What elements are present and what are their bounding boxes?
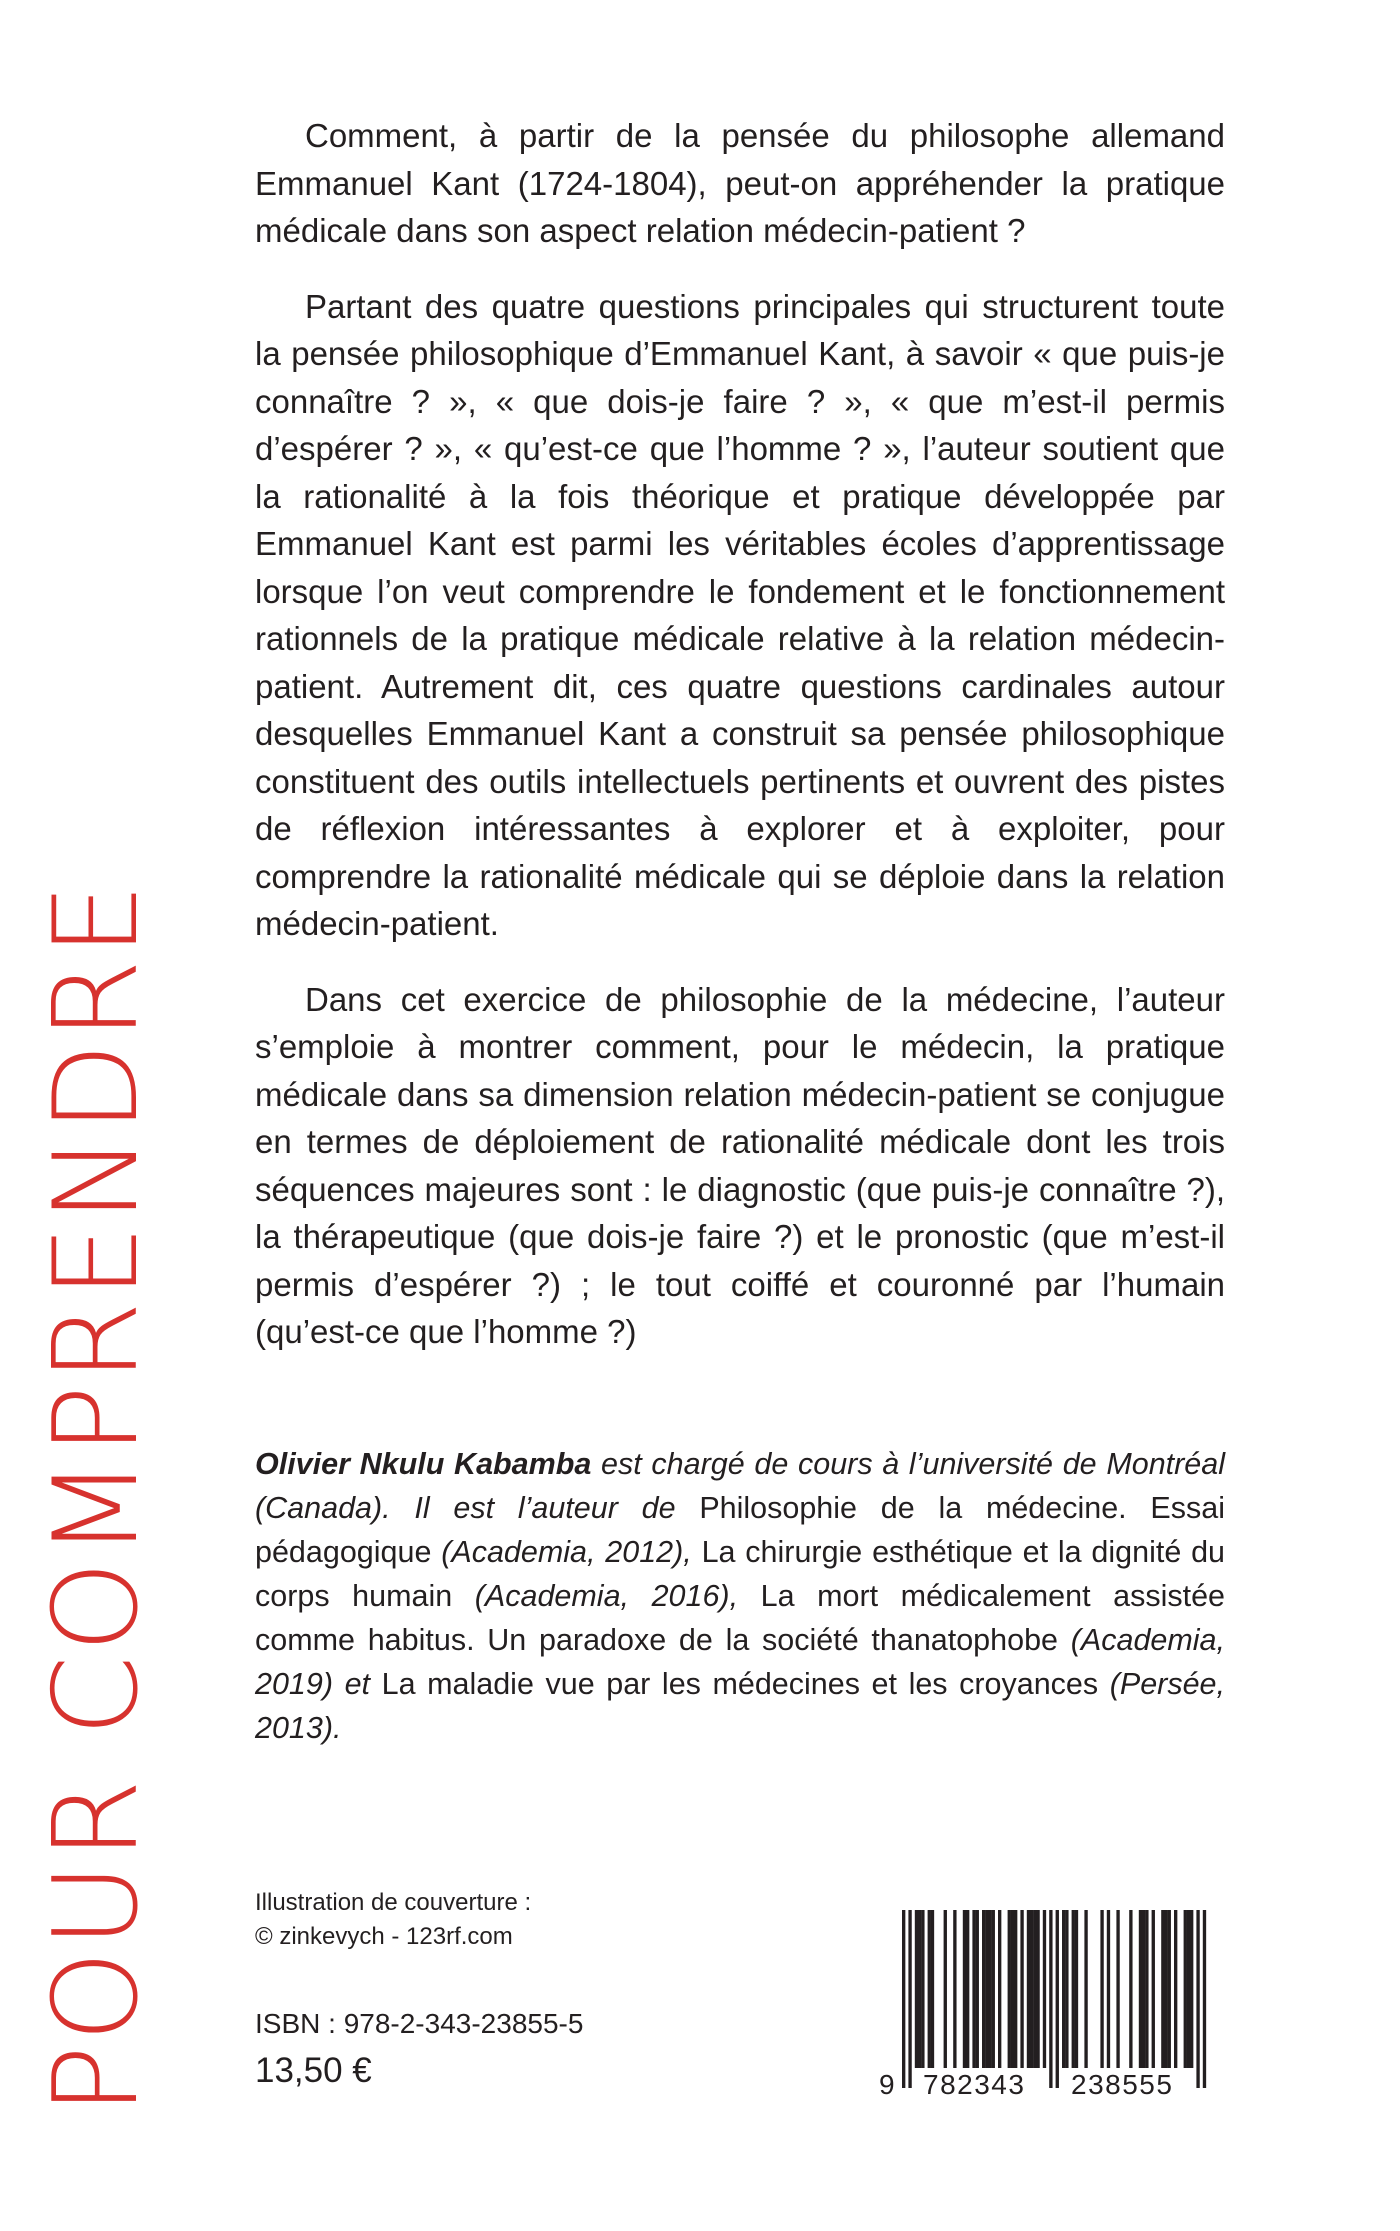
description-paragraph-1: Comment, à partir de la pensée du philosophe allemand Emmanuel Kant (1724-1804), peut-on appréhender la pratique médicale dans son aspect relation médecin-patient ? (255, 117, 1225, 249)
barcode-bar (1033, 1910, 1036, 2068)
book-title: Philosophie de la médecine. Essai pédagogique (255, 1490, 1225, 1569)
barcode-bar (966, 1910, 969, 2068)
bio-text: est chargé de cours à l’université de Montréal (Canada). Il est l’auteur de (255, 1446, 1225, 1525)
barcode-bar (1049, 1910, 1052, 2088)
barcode-bar (915, 1910, 918, 2068)
barcode-bar (1072, 1910, 1075, 2068)
barcode-bar (988, 1910, 991, 2068)
barcode-bar (1062, 1910, 1065, 2068)
barcode-bar (931, 1910, 934, 2068)
barcode-bar (982, 1910, 985, 2068)
barcode-bar (972, 1910, 975, 2068)
barcode-bar (921, 1910, 924, 2068)
back-cover-text (255, 112, 1225, 1750)
barcode-bar (1145, 1910, 1148, 2068)
barcode-bar (1196, 1910, 1199, 2088)
barcode-bar (1107, 1910, 1110, 2068)
barcode-bar (1084, 1910, 1087, 2068)
publication-info (255, 1886, 875, 2094)
isbn: ISBN : 978-2-343-23855-5 (255, 2008, 584, 2039)
barcode-bar (1203, 1910, 1206, 2088)
barcode-bar (953, 1910, 956, 2068)
barcode-bar (1152, 1910, 1155, 2068)
barcode-bar (1030, 1910, 1033, 2068)
barcode-bar (1008, 1910, 1011, 2068)
barcode-bar (1161, 1910, 1164, 2068)
barcode-digits-left: 782343 (923, 2069, 1026, 2100)
barcode-bar (1174, 1910, 1177, 2068)
barcode-bar (1036, 1910, 1039, 2068)
illustration-credit-value: © zinkevych - 123rf.com (255, 1923, 513, 1950)
price: 13,50 € (255, 2051, 372, 2090)
series-title: POUR COMPRENDRE (29, 880, 164, 2115)
book-publisher: (Academia, 2019) (255, 1622, 1225, 1701)
barcode-bar (928, 1910, 931, 2068)
barcode-bar (1129, 1910, 1132, 2068)
bio-conjunction: et (333, 1666, 382, 1701)
barcode-bar (1056, 1910, 1059, 2088)
barcode-bar (908, 1910, 911, 2088)
barcode-bar (1187, 1910, 1190, 2068)
description-paragraph-2: Partant des quatre questions principales qui structurent toute la pensée philosophique d’Emmanuel Kant, à savoir « que puis-je connaître ? », « que dois-je faire ? », « que m’est-il permis d’espérer ? », « qu’est-ce que l’homme ? », l’auteur soutient que la rationalité à la fois théorique et pratique développée par Emmanuel Kant est parmi les véritables écoles d’apprentissage lorsque l’on veut comprendre le fondement et le fonctionnement rationnels de la pratique médicale relative à la relation médecin-patient. Autrement dit, ces quatre questions cardinales autour desquelles Emmanuel Kant a construit sa pensée philosophique constituent des outils intellectuels pertinents et ouvrent des pistes de réflexion intéressantes à explorer et à exploiter, pour comprendre la rationalité médicale qui se déploie dans la relation médecin-patient. (255, 287, 1225, 942)
book-publisher: (Persée, 2013). (255, 1666, 1225, 1745)
book-publisher: (Academia, 2012), (431, 1534, 692, 1569)
barcode-bar (944, 1910, 947, 2068)
barcode-bar (1011, 1910, 1014, 2068)
barcode-bar (918, 1910, 921, 2068)
barcode-bar (985, 1910, 988, 2068)
barcode-bar (1043, 1910, 1046, 2068)
barcode-bar (1168, 1910, 1171, 2068)
barcode-bar (1020, 1910, 1023, 2068)
barcode-bar (1190, 1910, 1193, 2068)
barcode-bar (1139, 1910, 1142, 2068)
barcode (880, 1910, 1220, 2100)
barcode-bar (1164, 1910, 1167, 2068)
book-publisher: (Academia, 2016), (452, 1578, 739, 1613)
barcode-digit-first: 9 (879, 2069, 895, 2100)
barcode-bar (976, 1910, 979, 2068)
barcode-digits (880, 2068, 1220, 2102)
barcode-bar (1184, 1910, 1187, 2068)
book-title: La chirurgie esthétique et la dignité du corps humain (255, 1534, 1226, 1613)
barcode-bar (998, 1910, 1001, 2068)
barcode-bar (1065, 1910, 1068, 2068)
description (255, 112, 1225, 1356)
barcode-bar (1100, 1910, 1103, 2068)
author-name: Olivier Nkulu Kabamba (255, 1446, 592, 1481)
barcode-bar (1142, 1910, 1145, 2068)
description-paragraph-3: Dans cet exercice de philosophie de la médecine, l’auteur s’emploie à montrer comment, pour le médecin, la pratique médicale dans sa dimension relation médecin-patient se conjugue en termes de déploiement de rationalité médicale dont les trois séquences majeures sont : le diagnostic (que puis-je connaître ?), la thérapeutique (que dois-je faire ?) et le pronostic (que m’est-il permis d’espérer ?) ; le tout coiffé et couronné par l’humain (qu’est-ce que l’homme ?) (255, 980, 1225, 1350)
barcode-bar (992, 1910, 995, 2068)
author-bio (255, 1442, 1225, 1750)
barcode-bar (1014, 1910, 1017, 2068)
book-title: La mort médicalement assistée comme habitus. Un paradoxe de la société thanatophobe (255, 1578, 1226, 1657)
illustration-credit-label: Illustration de couverture : (255, 1889, 532, 1916)
barcode-bar (1027, 1910, 1030, 2068)
barcode-digits-right: 238555 (1071, 2069, 1174, 2100)
barcode-bar (902, 1910, 905, 2088)
barcode-bar (1116, 1910, 1119, 2068)
book-title: La maladie vue par les médecines et les croyances (381, 1666, 1099, 1701)
barcode-bar (1075, 1910, 1078, 2068)
barcode-bar (963, 1910, 966, 2068)
